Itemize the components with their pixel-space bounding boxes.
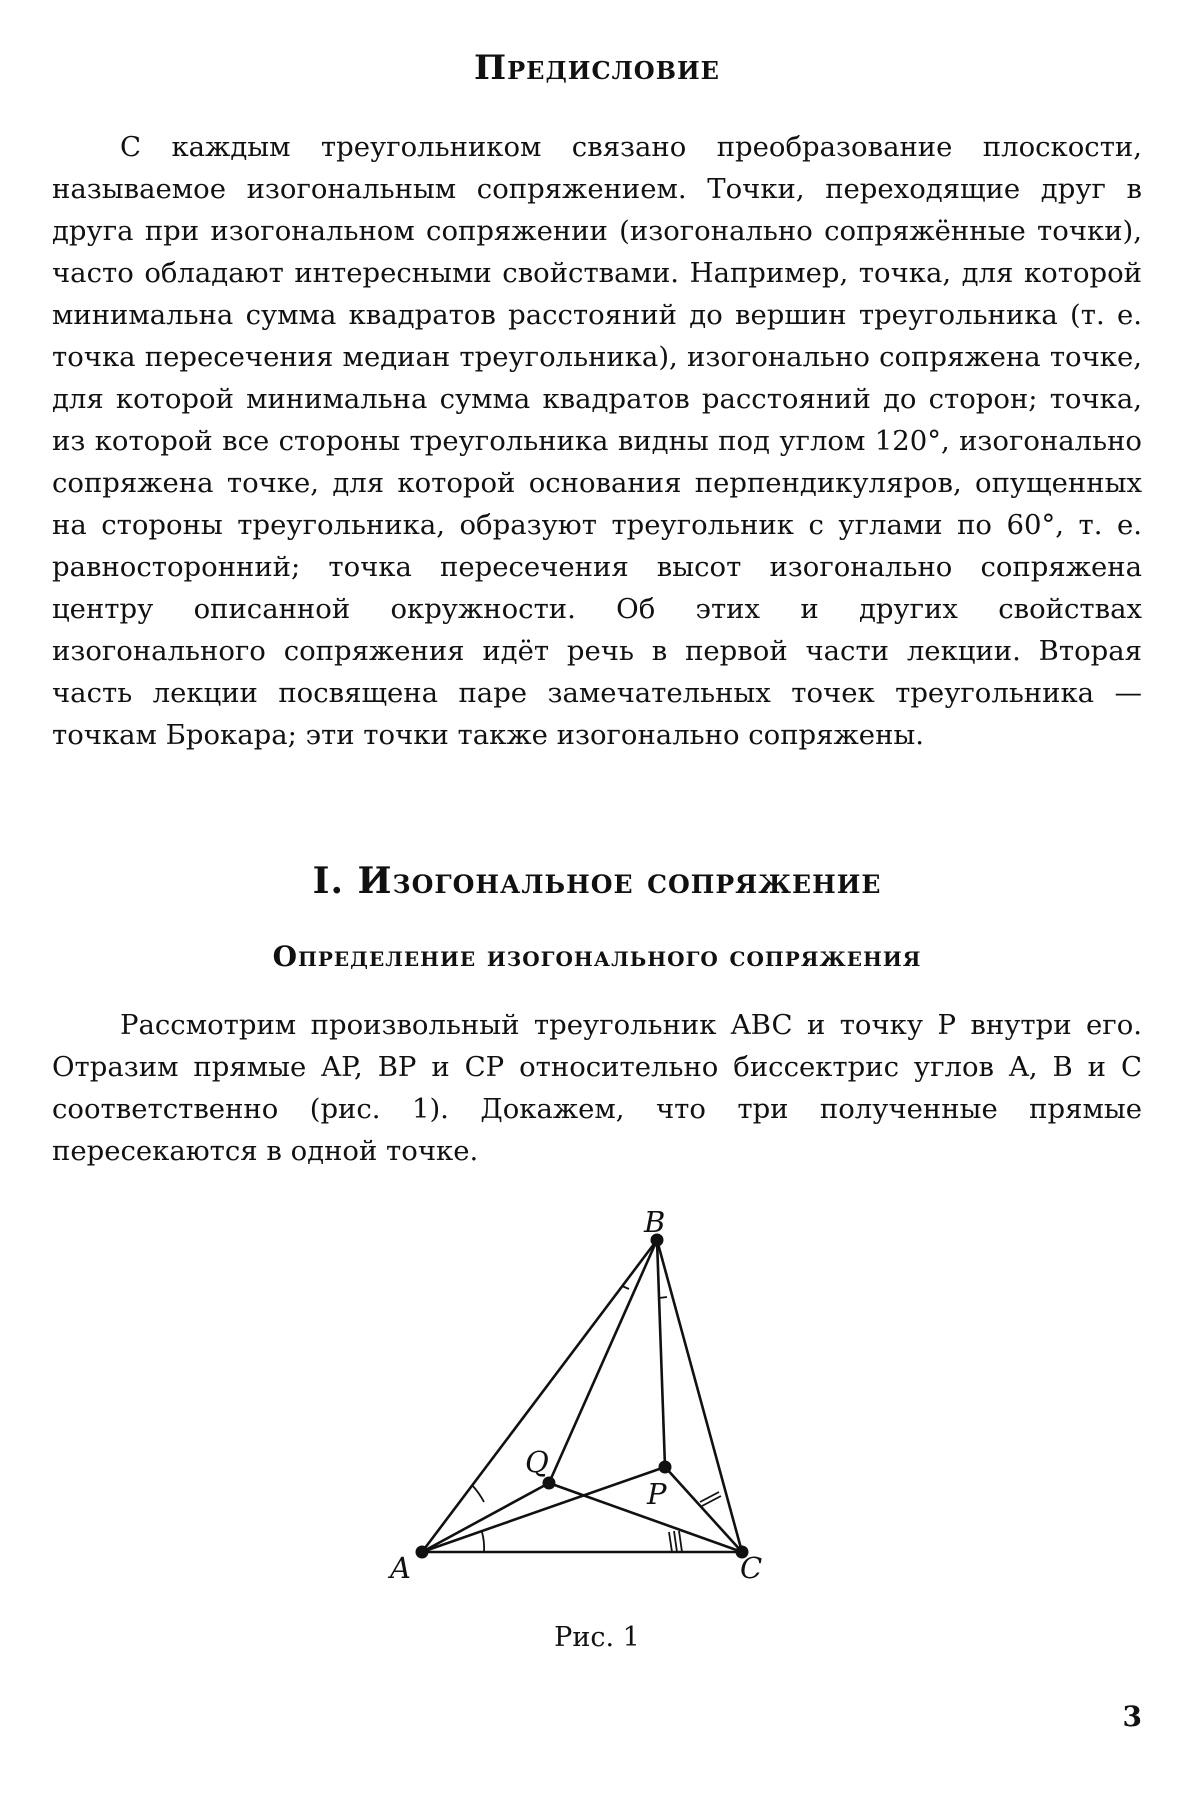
line-cq	[549, 1483, 742, 1552]
angle-mark-c-lower-3	[679, 1531, 682, 1552]
section-title: I. Изогональное сопряжение	[312, 860, 882, 902]
label-b: B	[644, 1205, 666, 1239]
triangle-diagram	[382, 1202, 902, 1582]
label-p: P	[647, 1477, 667, 1511]
page-number: 3	[1122, 1700, 1142, 1733]
line-bp	[657, 1240, 665, 1467]
label-c: C	[740, 1551, 763, 1582]
angle-mark-c-lower-2	[674, 1531, 677, 1552]
subsection-title: Определение изогонального сопряжения	[272, 940, 922, 973]
angle-mark-a-lower	[482, 1532, 484, 1552]
line-aq	[422, 1483, 549, 1552]
point-p	[659, 1461, 672, 1474]
angle-mark-b-right	[659, 1297, 667, 1298]
preface-title: Предисловие	[474, 48, 720, 88]
figure-1	[382, 1202, 902, 1582]
page	[52, 0, 1142, 1800]
label-q: Q	[525, 1445, 549, 1479]
label-a: A	[390, 1551, 411, 1582]
angle-mark-a-upper	[472, 1485, 484, 1502]
point-a	[416, 1546, 429, 1559]
preface-paragraph: С каждым треугольником связано преобразование плоскости, называемое изогональным сопряжением. Точки, переходящие друг в друга при изогональном сопряжении (изогонально сопряжённые точки), часто обладают интересными свойствами. Например, точка, для которой минимальна сумма квадратов расстояний до вершин треугольника (т. е. точка пересечения медиан треугольника), изогонально сопряжена точке, для которой минимальна сумма квадратов расстояний до сторон; точка, из которой все стороны треугольника видны под углом 120°, изогонально сопряжена точке, для которой основания перпендикуляров, опущенных на стороны треугольника, образуют треугольник с углами по 60°, т. е. равносторонний; точка пересечения высот изогонально сопряжена центру описанной окружности. Об этих и других свойствах изогонального сопряжения идёт речь в первой части лекции. Вторая часть лекции посвящена паре замечательных точек треугольника — точкам Брокара; эти точки также изогонально сопряжены.	[52, 131, 1142, 751]
section-paragraph: Рассмотрим произвольный треугольник ABC и точку P внутри его. Отразим прямые AP, BP и CP относительно биссектрис углов A, B и C соответственно (рис. 1). Докажем, что три полученные прямые пересекаются в одной точке.	[52, 1009, 1142, 1167]
figure-caption: Рис. 1	[554, 1622, 640, 1653]
angle-mark-c-lower-1	[669, 1532, 672, 1552]
angle-mark-b-left	[622, 1286, 629, 1289]
angle-mark-c-upper-2	[702, 1496, 721, 1506]
angle-mark-c-upper-1	[700, 1492, 719, 1502]
